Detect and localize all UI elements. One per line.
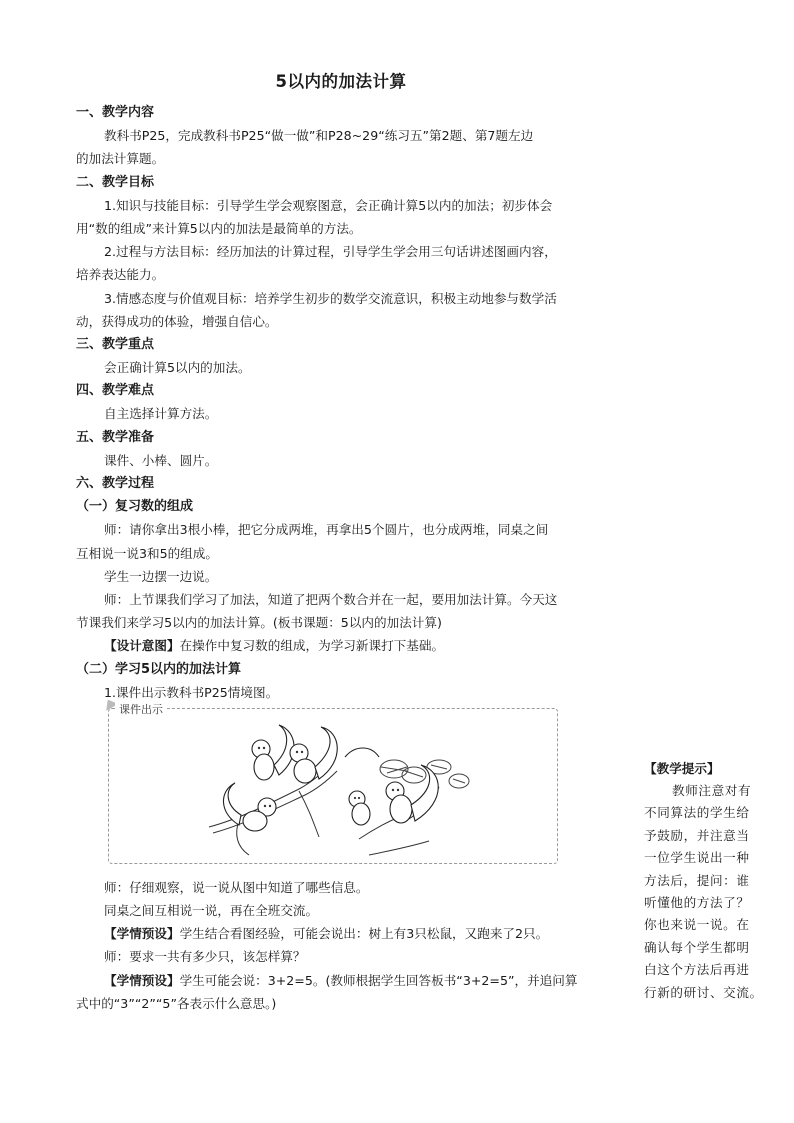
teaching-tip-line: 方法后，提问：谁 xyxy=(644,872,750,888)
paragraph-line: 会正确计算5以内的加法。 xyxy=(104,360,251,376)
prediction-line xyxy=(76,922,608,945)
subsection-heading-review: （一）复习数的组成 xyxy=(76,499,194,515)
squirrel-scene-illustration xyxy=(109,709,557,863)
section-heading-content: 一、教学内容 xyxy=(76,105,155,120)
teaching-tip-line: 听懂他的方法了？ xyxy=(644,894,750,910)
section-heading-goals: 二、教学目标 xyxy=(76,174,155,190)
section-heading-process: 六、教学过程 xyxy=(76,476,155,491)
paragraph-line: 2.过程与方法目标：经历加法的计算过程，引导学生学会用三句话讲述图画内容， xyxy=(104,244,557,260)
paragraph-line: 的加法计算题。 xyxy=(76,151,165,167)
paragraph-line: 式中的“3”“2”“5”各表示什么意思。) xyxy=(76,995,277,1011)
design-intent-line xyxy=(76,634,608,657)
paragraph-line: 同桌之间互相说一说，再在全班交流。 xyxy=(104,903,319,919)
paragraph-line: 节课我们来学习5以内的加法计算。(板书课题：5以内的加法计算) xyxy=(76,615,442,631)
teaching-tip-line: 教师注意对有 xyxy=(672,783,752,798)
prediction-tag: 【学情预设】 xyxy=(104,972,180,988)
paragraph-line: 课件、小棒、圆片。 xyxy=(104,452,218,468)
paragraph-line: 学生一边摆一边说。 xyxy=(104,568,218,584)
paragraph-line: 师：请你拿出3根小棒，把它分成两堆，再拿出5个圆片，也分成两堆，同桌之间 xyxy=(104,522,549,538)
courseware-figure xyxy=(108,702,558,864)
paragraph-line: 互相说一说3和5的组成。 xyxy=(76,545,218,561)
section-heading-preparation: 五、教学准备 xyxy=(76,429,155,445)
teaching-tip-sidebar xyxy=(644,758,794,1004)
paragraph-line: 自主选择计算方法。 xyxy=(104,406,218,422)
prediction-text: 学生结合看图经验，可能会说出：树上有3只松鼠，又跑来了2只。 xyxy=(179,926,549,942)
section-heading-key-point: 三、教学重点 xyxy=(76,336,155,352)
paragraph-line: 师：上节课我们学习了加法，知道了把两个数合并在一起，要用加法计算。今天这 xyxy=(104,591,558,607)
design-intent-tag: 【设计意图】 xyxy=(104,638,180,654)
subsection-heading-addition: （二）学习5以内的加法计算 xyxy=(76,661,242,677)
paragraph-line: 师：要求一共有多少只，该怎样算？ xyxy=(104,949,306,965)
design-intent-text: 在操作中复习数的组成，为学习新课打下基础。 xyxy=(179,638,445,654)
figure-label: 课件出示 xyxy=(115,701,167,717)
paragraph-line: 动，获得成功的体验，增强自信心。 xyxy=(76,313,278,329)
paragraph-line: 师：仔细观察，说一说从图中知道了哪些信息。 xyxy=(104,879,369,895)
prediction-text: 学生可能会说：3+2=5。(教师根据学生回答板书“3+2=5”，并追问算 xyxy=(179,972,578,988)
paragraph-line: 用“数的组成”来计算5以内的加法是最简单的方法。 xyxy=(76,220,362,236)
teaching-tip-line: 白这个方法后再进 xyxy=(644,962,750,978)
paragraph-line: 1.课件出示教科书P25情境图。 xyxy=(104,684,279,700)
teaching-tip-title: 【教学提示】 xyxy=(644,761,720,776)
teaching-tip-line: 予鼓励，并注意当 xyxy=(644,827,750,843)
main-content xyxy=(76,101,608,1015)
paragraph-line: 培养表达能力。 xyxy=(76,267,165,283)
section-heading-difficulty: 四、教学难点 xyxy=(76,383,155,399)
teaching-tip-line: 不同算法的学生给 xyxy=(644,805,750,821)
squirrels-drawing xyxy=(223,725,438,831)
paragraph-line: 1.知识与技能目标：引导学生学会观察图意，会正确计算5以内的加法；初步体会 xyxy=(104,197,553,213)
paragraph-line: 教科书P25，完成教科书P25“做一做”和P28~29“练习五”第2题、第7题左边 xyxy=(104,128,534,144)
teaching-tip-line: 确认每个学生都明 xyxy=(644,939,750,955)
teaching-tip-line: 你也来说一说。在 xyxy=(644,917,750,933)
prediction-line xyxy=(76,969,608,992)
prediction-tag: 【学情预设】 xyxy=(104,926,180,942)
page-title: 5以内的加法计算 xyxy=(275,72,407,91)
teaching-tip-line: 行新的研讨、交流。 xyxy=(644,984,763,1000)
paragraph-line: 3.情感态度与价值观目标：培养学生初步的数学交流意识，积极主动地参与数学活 xyxy=(104,290,557,306)
teaching-tip-line: 一位学生说出一种 xyxy=(644,850,750,866)
